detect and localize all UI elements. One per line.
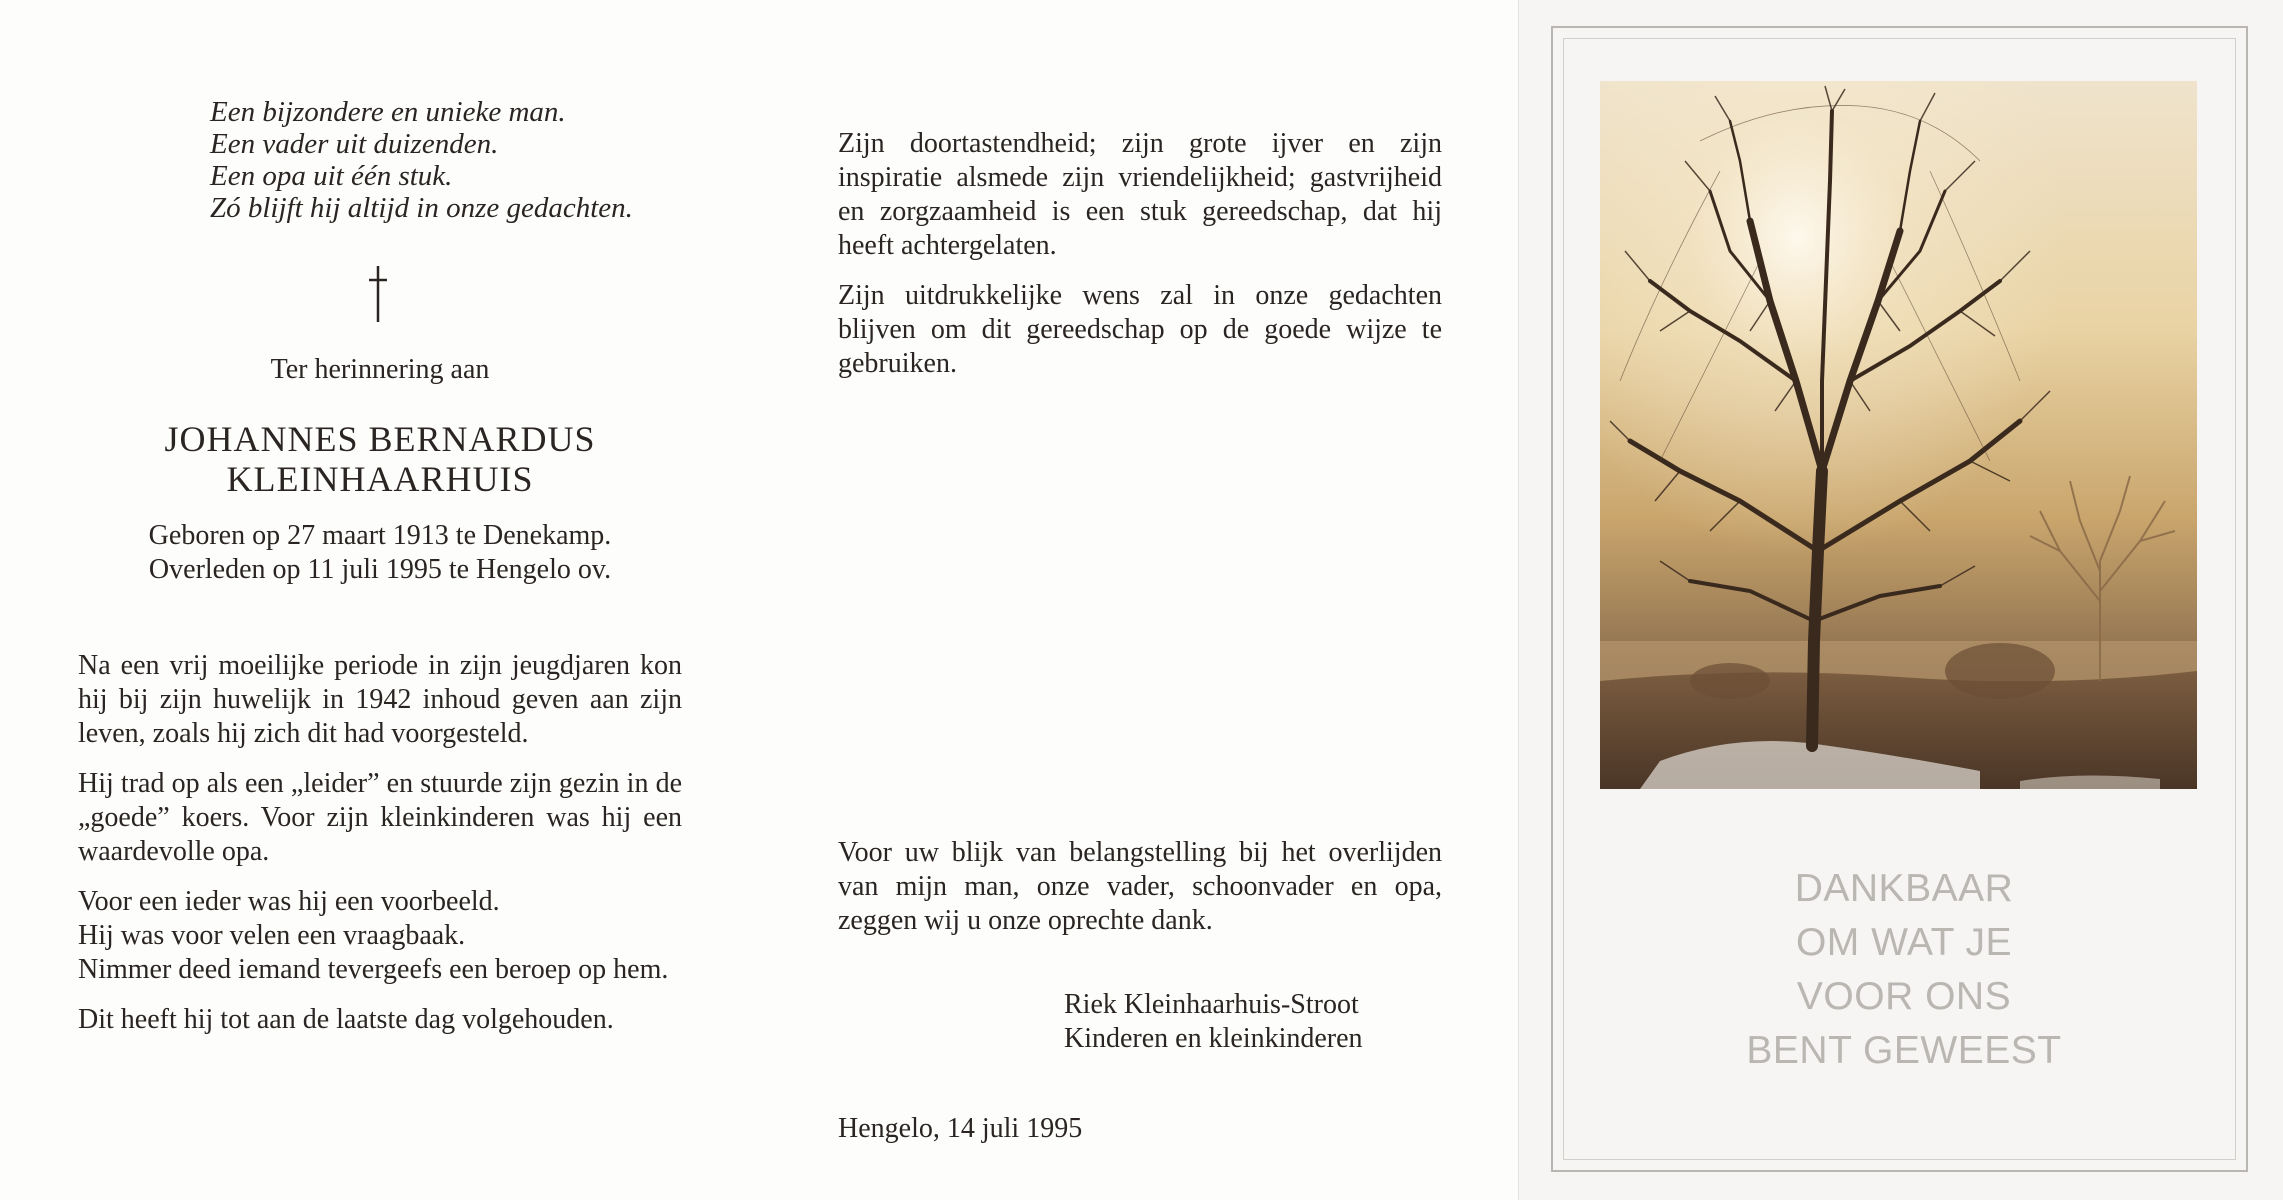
place-date: Hengelo, 14 juli 1995 xyxy=(838,1113,1083,1144)
life-dates xyxy=(0,519,760,587)
signature xyxy=(1064,988,1363,1056)
cross-icon xyxy=(366,266,390,322)
paragraph: Dit heeft hij tot aan de laatste dag volgehouden. xyxy=(78,1004,614,1035)
paragraph: Zijn uitdrukkelijke wens zal in onze gedachten blijven om dit gereedschap op de goede wijze te gebruiken. xyxy=(838,280,1442,379)
paragraph: Hij trad op als een „leider” en stuurde zijn gezin in de „goede” koers. Voor zijn kleinkinderen was hij een waardevolle opa. xyxy=(78,768,682,867)
paragraph: Voor een ieder was hij een voorbeeld. xyxy=(78,886,500,917)
born-line: Geboren op 27 maart 1913 te Denekamp. xyxy=(148,520,612,551)
tribute-text xyxy=(838,127,1442,397)
caption-line: VOOR ONS xyxy=(1796,975,2012,1018)
biography xyxy=(78,649,682,1053)
poem-line: Zó blijft hij altijd in onze gedachten. xyxy=(210,192,633,224)
poem-line: Een bijzondere en unieke man. xyxy=(210,96,566,128)
paragraph: Hij was voor velen een vraagbaak. xyxy=(78,920,466,951)
memory-line: Ter herinnering aan xyxy=(270,354,490,385)
middle-panel xyxy=(760,0,1520,1200)
signature-line-1: Riek Kleinhaarhuis-Stroot xyxy=(1064,989,1359,1020)
tree-photo xyxy=(1600,81,2197,789)
poem-line: Een vader uit duizenden. xyxy=(210,128,499,160)
deceased-name xyxy=(0,419,760,499)
paragraph: Zijn doortastendheid; zijn grote ijver en zijn inspiratie alsmede zijn vriendelijkheid; gastvrijheid en zorgzaamheid is een stuk gereedschap, dat hij heeft achtergelaten. xyxy=(838,128,1442,261)
poem xyxy=(210,96,633,224)
cover-panel xyxy=(1518,0,2283,1200)
paragraph: Na een vrij moeilijke periode in zijn jeugdjaren kon hij bij zijn huwelijk in 1942 inhoud geven aan zijn leven, zoals hij zich dit had voorgesteld. xyxy=(78,650,682,749)
name-line-2: KLEINHAARHUIS xyxy=(226,459,534,499)
tree-illustration xyxy=(1600,81,2197,789)
caption-line: DANKBAAR xyxy=(1794,867,2014,910)
poem-line: Een opa uit één stuk. xyxy=(210,160,453,192)
left-panel xyxy=(0,0,760,1200)
caption-line: OM WAT JE xyxy=(1795,921,2013,964)
signature-line-2: Kinderen en kleinkinderen xyxy=(1064,1023,1363,1054)
paragraph: Nimmer deed iemand tevergeefs een beroep op hem. xyxy=(78,954,669,985)
name-line-1: JOHANNES BERNARDUS xyxy=(164,419,596,459)
died-line: Overleden op 11 juli 1995 te Hengelo ov. xyxy=(148,554,612,585)
cover-caption xyxy=(1559,862,2249,1078)
thanks-text xyxy=(838,836,1442,954)
paragraph: Voor uw blijk van belangstelling bij het overlijden van mijn man, onze vader, schoonvader en opa, zeggen wij u onze oprechte dank. xyxy=(838,837,1442,936)
caption-line: BENT GEWEEST xyxy=(1746,1029,2062,1072)
